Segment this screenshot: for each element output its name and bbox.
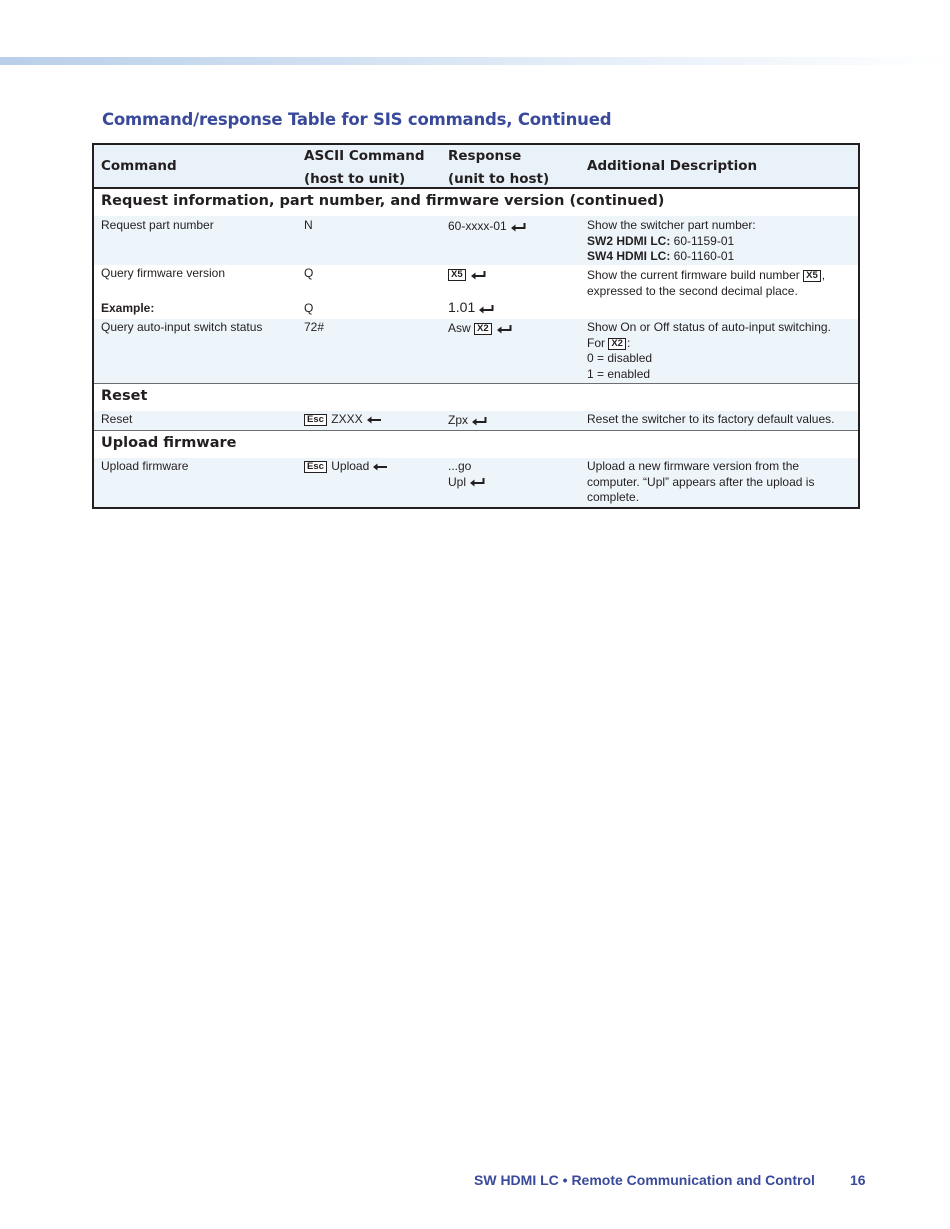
description-text: ,: [821, 268, 826, 282]
page-title: Command/response Table for SIS commands, Continued: [102, 110, 612, 129]
ascii-cell: [304, 412, 439, 428]
part-number-value: 60-1159-01: [673, 233, 735, 248]
ascii-cell: N: [304, 218, 313, 232]
description-cell: [587, 459, 852, 506]
description-line: computer. “Upl” appears after the upload is: [587, 474, 815, 489]
section-row-request-info: [94, 189, 858, 216]
variable-box: X2: [474, 323, 492, 335]
table-row: [94, 216, 858, 265]
section-title: Request information, part number, and firmware version (continued): [101, 193, 665, 209]
response-text: Upl: [448, 474, 467, 489]
header-gradient-bar: [0, 57, 950, 65]
response-text: Zpx: [448, 413, 469, 427]
example-ascii-cell: Q: [304, 301, 314, 315]
description-cell: Reset the switcher to its factory default values.: [587, 412, 835, 426]
description-line: [587, 234, 852, 250]
return-arrow-icon: [469, 477, 485, 487]
return-arrow-icon: [496, 324, 512, 334]
footer-title: SW HDMI LC • Remote Communication and Control: [474, 1172, 815, 1188]
ascii-cell: Q: [304, 266, 314, 280]
variable-box: X2: [608, 338, 626, 350]
response-cell: [448, 459, 578, 490]
description-cell: [587, 320, 852, 382]
table-header-row: [94, 145, 858, 189]
example-response-cell: [448, 300, 578, 317]
description-text: Show the current firmware build number: [587, 268, 800, 282]
section-row-upload: [94, 430, 858, 458]
return-arrow-icon: [471, 416, 487, 426]
response-cell: [448, 267, 578, 283]
command-cell: Reset: [101, 412, 133, 426]
table-row: [94, 411, 858, 430]
command-cell: Query firmware version: [101, 266, 226, 280]
ascii-cell: 72#: [304, 320, 325, 334]
return-arrow-icon: [478, 304, 494, 314]
variable-box: X5: [448, 269, 466, 281]
response-cell: [448, 321, 578, 337]
left-arrow-icon: [366, 415, 382, 425]
left-arrow-icon: [372, 462, 388, 472]
variable-box: X5: [803, 270, 821, 282]
section-row-reset: [94, 383, 858, 411]
part-number-value: 60-1160-01: [673, 249, 735, 263]
command-cell: Request part number: [101, 218, 214, 232]
table-row: [94, 458, 858, 507]
description-text: :: [626, 335, 631, 350]
description-text: For: [587, 335, 605, 350]
escape-key-box: Esc: [304, 461, 327, 473]
section-title: Reset: [101, 388, 148, 404]
section-title: Upload firmware: [101, 435, 237, 451]
description-line: expressed to the second decimal place.: [587, 283, 798, 298]
example-response-text: 1.01: [448, 299, 476, 315]
example-label: Example:: [101, 301, 155, 315]
table-row: [94, 319, 858, 383]
description-line: Upload a new firmware version from the: [587, 459, 800, 473]
response-text: 60-xxxx-01: [448, 219, 507, 233]
description-line: [587, 249, 852, 265]
description-line: [587, 336, 852, 352]
description-line: Show the switcher part number:: [587, 218, 756, 232]
response-line: [448, 475, 578, 491]
response-text: Asw: [448, 321, 471, 335]
response-cell: [448, 413, 578, 429]
description-line: Show On or Off status of auto-input switching.: [587, 320, 831, 334]
description-line: complete.: [587, 490, 640, 504]
column-header-description: Additional Description: [587, 158, 758, 174]
description-line: 0 = disabled: [587, 351, 653, 365]
column-header-response: [448, 145, 578, 191]
ascii-text: Upload: [331, 459, 370, 473]
return-arrow-icon: [510, 222, 526, 232]
description-cell: [587, 218, 852, 265]
command-cell: Upload firmware: [101, 459, 189, 473]
description-line: [587, 268, 852, 284]
column-header-ascii-line2: (host to unit): [304, 171, 406, 187]
page-number: 16: [850, 1172, 866, 1188]
command-cell: Query auto-input switch status: [101, 320, 263, 334]
column-header-ascii-line1: ASCII Command: [304, 148, 425, 164]
column-header-response-line2: (unit to host): [448, 171, 550, 187]
description-line: 1 = enabled: [587, 366, 651, 381]
model-label: SW4 HDMI LC:: [587, 249, 671, 263]
response-line: ...go: [448, 459, 472, 473]
response-cell: [448, 219, 578, 235]
ascii-cell: [304, 459, 439, 475]
column-header-response-line1: Response: [448, 148, 522, 164]
description-cell: [587, 268, 852, 299]
escape-key-box: Esc: [304, 414, 327, 426]
return-arrow-icon: [470, 270, 486, 280]
column-header-ascii: [304, 145, 439, 191]
model-label: SW2 HDMI LC:: [587, 233, 671, 248]
command-table: [92, 143, 860, 509]
ascii-text: ZXXX: [331, 412, 363, 426]
table-row: [94, 265, 858, 319]
column-header-command: Command: [101, 158, 177, 174]
